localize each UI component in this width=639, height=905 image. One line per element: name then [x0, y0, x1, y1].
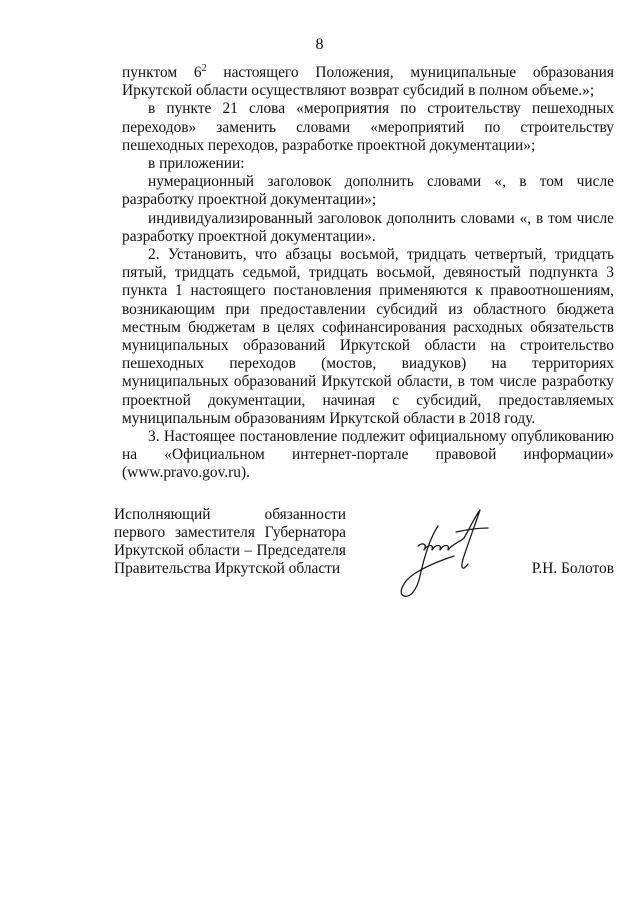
signer-position-line: Иркутской области – Председателя — [114, 542, 346, 559]
signature-block — [114, 506, 614, 616]
handwritten-signature-icon — [380, 498, 500, 608]
signer-position-line: Правительства Иркутской области — [114, 560, 341, 577]
signer-position — [114, 506, 346, 578]
signer-position-line: Исполняющий обязанности — [114, 506, 346, 523]
paragraph-individual-heading: индивидуализированный заголовок дополнить словами «, в том числе разработку проектной документации». — [122, 209, 614, 245]
paragraph-item-21: в пункте 21 слова «мероприятия по строительству пешеходных переходов» заменить словами «мероприятий по строительству пешеходных переходов, разработке проектной документации»; — [122, 100, 614, 154]
signer-name: Р.Н. Болотов — [531, 560, 614, 577]
paragraph-appendix: в приложении: — [148, 155, 245, 173]
superscript: 2 — [201, 62, 207, 74]
page-number: 8 — [315, 36, 324, 53]
paragraph-numbered-heading: нумерационный заголовок дополнить словами «, в том числе разработку проектной документации»; — [122, 173, 614, 209]
paragraph-continuation — [122, 64, 614, 100]
paragraph-section-3: 3. Настоящее постановление подлежит официальному опубликованию на «Официальном интернет-портале правовой информации» (www.pravo.gov.ru). — [122, 428, 614, 482]
paragraph-text: настоящего Положения, муниципальные образования Иркутской области осуществляют возврат субсидий в полном объеме.»; — [122, 64, 614, 100]
paragraph-section-2: 2. Установить, что абзацы восьмой, тридцать четвертый, тридцать пятый, тридцать седьмой, тридцать восьмой, девяностый подпункта 3 пункта 1 настоящего постановления применяются к правоотношениям, возникающим при предоставлении субсидий из областного бюджета местным бюджетам в целях софинансирования расходных обязательств муниципальных образований Иркутской области на строительство пешеходных переходов (мостов, виадуков) на территориях муниципальных образований Иркутской области, в том числе разработку проектной документации, начиная с субсидий, предоставляемых муниципальным образованиям Иркутской области в 2018 году. — [122, 246, 614, 427]
document-body — [122, 64, 614, 483]
signer-position-line: первого заместителя Губернатора — [114, 524, 346, 541]
paragraph-text: пунктом 6 — [122, 64, 202, 81]
